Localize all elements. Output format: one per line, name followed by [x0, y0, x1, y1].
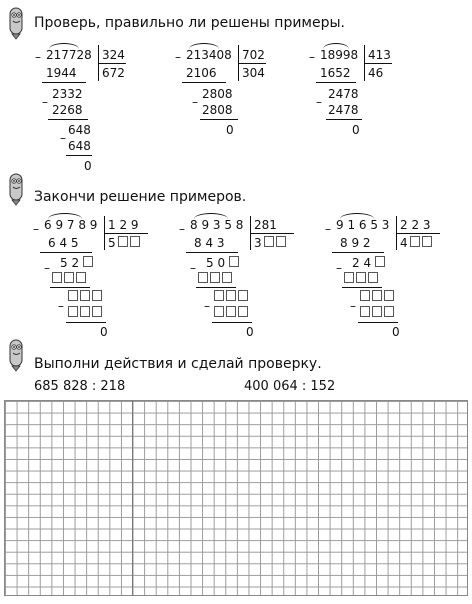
dividend: 217728	[46, 48, 92, 62]
answer-square[interactable]	[92, 306, 102, 317]
step: 1652	[320, 66, 351, 80]
answer-square[interactable]	[360, 290, 370, 301]
divisor: 1 2 9	[108, 218, 139, 232]
answer-square[interactable]	[422, 236, 432, 247]
dividend: 6 9 7 8 9	[44, 218, 98, 232]
quotient-digit: 3	[254, 236, 262, 250]
step: 2106	[186, 66, 217, 80]
answer-square[interactable]	[130, 236, 140, 247]
divisor: 281	[254, 218, 277, 232]
answer-square[interactable]	[375, 256, 385, 267]
quotient-digit: 4	[400, 236, 408, 250]
pencil-mascot-icon	[6, 172, 26, 206]
step: 648	[68, 123, 91, 137]
answer-square[interactable]	[214, 290, 224, 301]
step: 2332	[52, 87, 83, 101]
divisor: 702	[242, 48, 265, 62]
answer-square[interactable]	[226, 290, 236, 301]
remainder: 0	[100, 325, 108, 339]
step: 648	[68, 139, 91, 153]
task2-title: Закончи решение примеров.	[34, 189, 247, 205]
answer-square[interactable]	[360, 306, 370, 317]
quotient: 46	[368, 66, 384, 80]
answer-square[interactable]	[92, 290, 102, 301]
answer-square[interactable]	[264, 236, 274, 247]
answer-square[interactable]	[368, 272, 378, 283]
answer-square[interactable]	[238, 290, 248, 301]
pencil-mascot-icon	[6, 6, 26, 40]
step: 1944	[46, 66, 77, 80]
remainder: 0	[226, 123, 234, 137]
grid-divider	[132, 400, 133, 596]
dividend: 9 1 6 5 3	[336, 218, 390, 232]
answer-square[interactable]	[80, 306, 90, 317]
answer-square[interactable]	[229, 256, 239, 267]
subtrahend: 8 9 2	[340, 236, 371, 250]
task1-title: Проверь, правильно ли решены примеры.	[34, 15, 346, 31]
grid-paper[interactable]	[4, 400, 468, 596]
remainder: 0	[246, 325, 254, 339]
partial-remainder: 2 4	[352, 256, 372, 270]
answer-square[interactable]	[80, 290, 90, 301]
answer-square[interactable]	[344, 272, 354, 283]
answer-square[interactable]	[68, 306, 78, 317]
answer-square[interactable]	[52, 272, 62, 283]
remainder: 0	[352, 123, 360, 137]
step: 2808	[202, 87, 233, 101]
step: 2268	[52, 103, 83, 117]
step: 2478	[328, 87, 359, 101]
quotient: 672	[102, 66, 125, 80]
answer-square[interactable]	[384, 290, 394, 301]
quotient-digit: 5	[108, 236, 116, 250]
answer-square[interactable]	[214, 306, 224, 317]
partial-remainder: 5 0	[206, 256, 226, 270]
answer-square[interactable]	[276, 236, 286, 247]
quotient: 304	[242, 66, 265, 80]
answer-square[interactable]	[372, 290, 382, 301]
partial-remainder: 5 2	[60, 256, 80, 270]
expression-2: 400 064 : 152	[244, 379, 336, 394]
step: 2808	[202, 103, 233, 117]
dividend: 18998	[320, 48, 359, 62]
step: 2478	[328, 103, 359, 117]
answer-square[interactable]	[83, 256, 93, 267]
divisor: 324	[102, 48, 125, 62]
answer-square[interactable]	[118, 236, 128, 247]
expression-1: 685 828 : 218	[34, 379, 126, 394]
answer-square[interactable]	[210, 272, 220, 283]
answer-square[interactable]	[356, 272, 366, 283]
answer-square[interactable]	[76, 272, 86, 283]
answer-square[interactable]	[372, 306, 382, 317]
remainder: 0	[392, 325, 400, 339]
dividend: 213408	[186, 48, 232, 62]
pencil-mascot-icon	[6, 338, 26, 372]
answer-square[interactable]	[226, 306, 236, 317]
subtrahend: 6 4 5	[48, 236, 79, 250]
answer-square[interactable]	[384, 306, 394, 317]
divisor: 2 2 3	[400, 218, 431, 232]
answer-square[interactable]	[64, 272, 74, 283]
remainder: 0	[84, 159, 92, 173]
subtrahend: 8 4 3	[194, 236, 225, 250]
answer-square[interactable]	[68, 290, 78, 301]
answer-square[interactable]	[238, 306, 248, 317]
answer-square[interactable]	[222, 272, 232, 283]
divisor: 413	[368, 48, 391, 62]
answer-square[interactable]	[198, 272, 208, 283]
task3-title: Выполни действия и сделай проверку.	[34, 356, 322, 372]
dividend: 8 9 3 5 8	[190, 218, 244, 232]
answer-square[interactable]	[410, 236, 420, 247]
